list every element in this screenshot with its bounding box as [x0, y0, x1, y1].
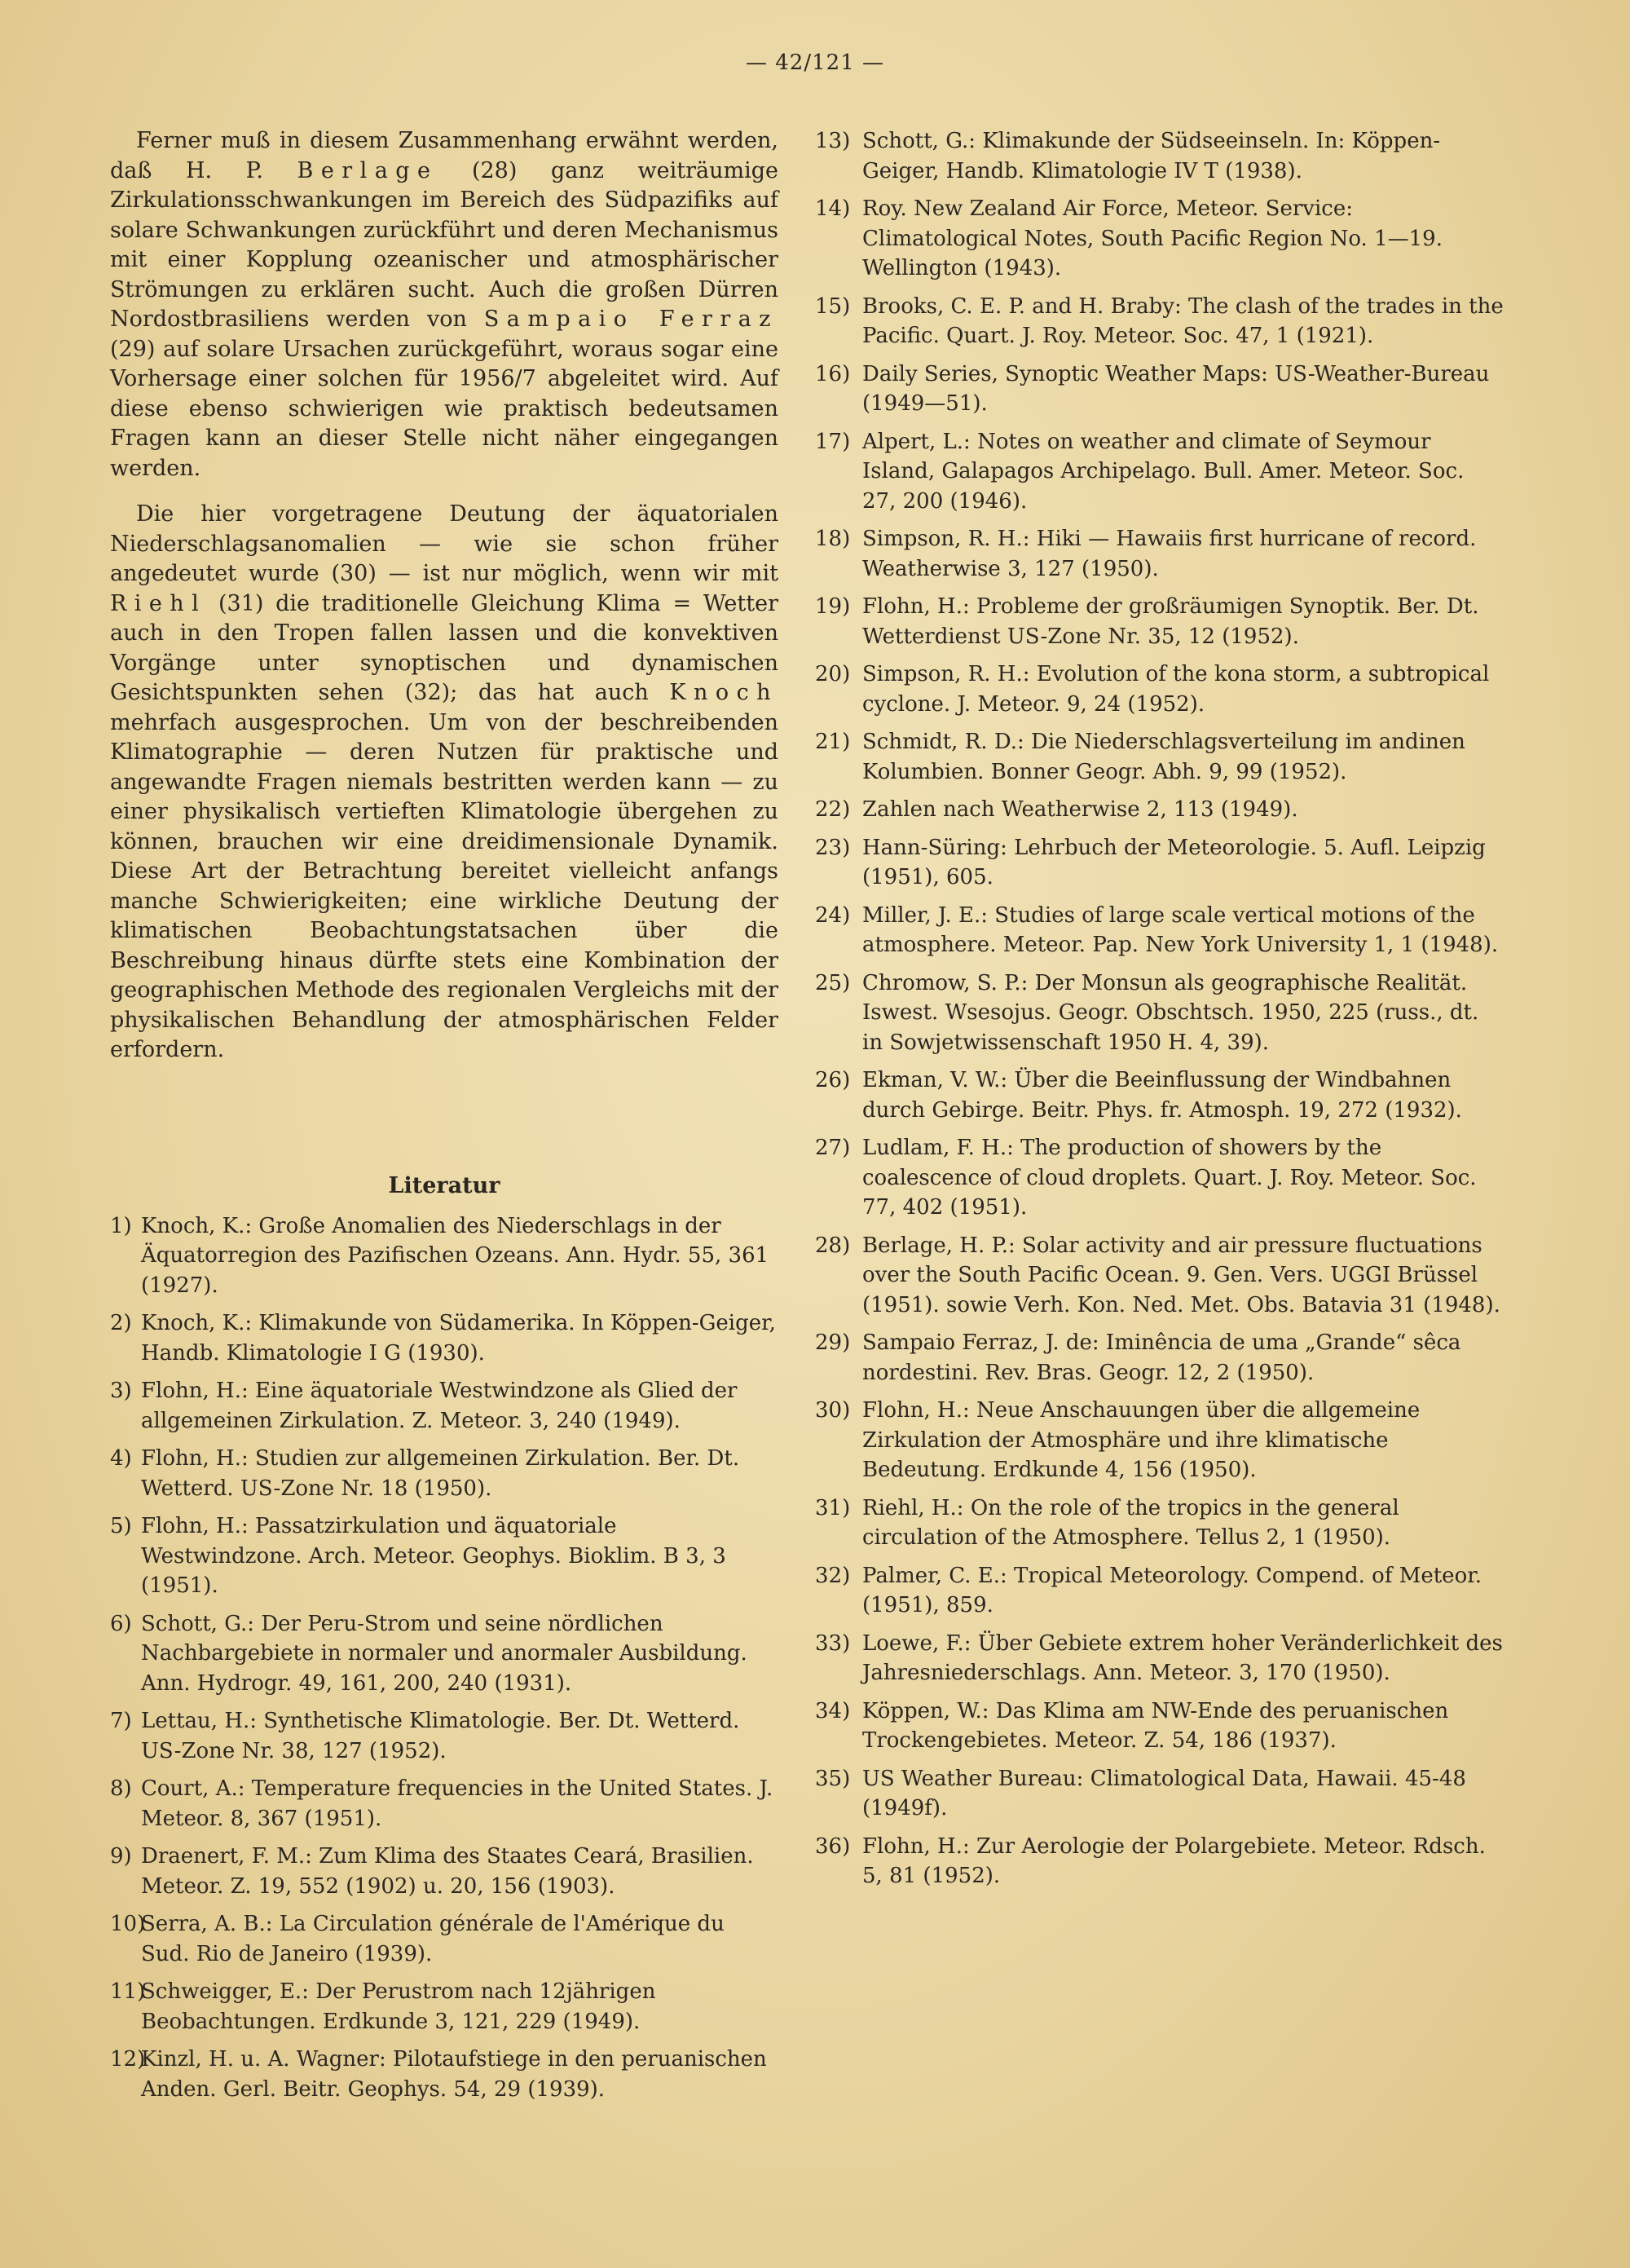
reference-text: Brooks, C. E. P. and H. Braby: The clash of the trades in the Pacific. Quart. J. Roy. Meteor. Soc. 47, 1 (1921). — [862, 293, 1504, 348]
reference-number: 34) — [815, 1698, 851, 1723]
reference-item — [815, 1561, 1504, 1621]
text-run: Die hier vorgetragene Deutung der äquatorialen Niederschlagsanomalien — wie sie schon früher angedeutet wurde (30) — ist nur möglich, wenn wir mit — [110, 501, 778, 586]
reference-text: Court, A.: Temperature frequencies in the United States. J. Meteor. 8, 367 (1951). — [141, 1776, 773, 1831]
reference-number: 25) — [815, 970, 851, 995]
literature-heading: Literatur — [388, 1172, 500, 1198]
reference-text: Miller, J. E.: Studies of large scale vertical motions of the atmosphere. Meteor. Pap. New York University 1, 1 (1948). — [862, 902, 1499, 957]
reference-number: 28) — [815, 1233, 851, 1258]
page-number: — 42/121 — — [746, 51, 884, 75]
reference-text: Schweigger, E.: Der Perustrom nach 12jährigen Beobachtungen. Erdkunde 3, 121, 229 (1949). — [141, 1979, 656, 2034]
reference-text: Köppen, W.: Das Klima am NW-Ende des peruanischen Trockengebietes. Meteor. Z. 54, 186 (1937). — [862, 1698, 1449, 1753]
reference-number: 8) — [110, 1776, 132, 1801]
reference-item — [815, 1066, 1504, 1125]
reference-number: 15) — [815, 293, 851, 319]
reference-text: Knoch, K.: Große Anomalien des Niederschlags in der Äquatorregion des Pazifischen Ozeans. Ann. Hydr. 55, 361 (1927). — [141, 1213, 769, 1298]
reference-number: 13) — [815, 129, 851, 153]
reference-item — [815, 1832, 1504, 1891]
reference-number: 4) — [110, 1446, 132, 1471]
reference-text: Schmidt, R. D.: Die Niederschlagsverteilung im andinen Kolumbien. Bonner Geogr. Abh. 9, 99 (1952). — [862, 730, 1465, 784]
reference-number: 26) — [815, 1068, 851, 1092]
reference-text: Flohn, H.: Neue Anschauungen über die allgemeine Zirkulation der Atmosphäre und ihre klimatische Bedeutung. Erdkunde 4, 156 (1950). — [862, 1398, 1421, 1482]
reference-list-right — [815, 126, 1504, 1891]
reference-text: Draenert, F. M.: Zum Klima des Staates Ceará, Brasilien. Meteor. Z. 19, 552 (1902) u. 20, 156 (1903). — [141, 1844, 754, 1899]
reference-item — [815, 1396, 1504, 1485]
reference-item — [815, 1629, 1504, 1688]
reference-item — [110, 1609, 778, 1699]
reference-number: 5) — [110, 1514, 132, 1538]
reference-text: US Weather Bureau: Climatological Data, Hawaii. 45-48 (1949f). — [862, 1766, 1466, 1820]
reference-text: Palmer, C. E.: Tropical Meteorology. Compend. of Meteor. (1951), 859. — [862, 1563, 1482, 1617]
reference-number: 27) — [815, 1136, 851, 1160]
reference-number: 18) — [815, 527, 851, 551]
spaced-name: Riehl — [110, 590, 207, 616]
reference-item — [815, 833, 1504, 893]
reference-text: Ekman, V. W.: Über die Beeinflussung der Windbahnen durch Gebirge. Beitr. Phys. fr. Atmosph. 19, 272 (1932). — [862, 1068, 1462, 1123]
reference-text: Flohn, H.: Passatzirkulation und äquatoriale Westwindzone. Arch. Meteor. Geophys. Bioklim. B 3, 3 (1951). — [141, 1514, 726, 1598]
reference-text: Alpert, L.: Notes on weather and climate of Seymour Island, Galapagos Archipelago. Bull. Amer. Meteor. Soc. 27, 200 (1946). — [862, 429, 1465, 514]
reference-item — [815, 727, 1504, 787]
reference-item — [110, 1842, 778, 1901]
reference-text: Daily Series, Synoptic Weather Maps: US-Weather-Bureau (1949—51). — [862, 361, 1490, 416]
reference-text: Lettau, H.: Synthetische Klimatologie. Ber. Dt. Wetterd. US-Zone Nr. 38, 127 (1952). — [141, 1709, 740, 1763]
intro-paragraph-1 — [110, 126, 778, 483]
reference-item — [815, 1231, 1504, 1321]
reference-text: Serra, A. B.: La Circulation générale de l'Amérique du Sud. Rio de Janeiro (1939). — [141, 1912, 725, 1966]
reference-item — [110, 1909, 778, 1969]
reference-number: 12) — [110, 2047, 146, 2072]
reference-number: 29) — [815, 1330, 851, 1355]
text-run: mehrfach ausgesprochen. Um von der beschreibenden Klimatographie — deren Nutzen für praktische und angewandte Fragen niemals bestritten werden kann — zu einer physikalisch vertieften Klimatologie übergehen zu können, brauchen wir eine dreidimensionale Dynamik. Diese Art der Betrachtung bereitet vielleicht anfangs manche Schwierigkeiten; eine wirkliche Deutung der klimatischen Beobachtungstatsachen über die Beschreibung hinaus dürfte stets eine Kombination der geographischen Methode des regionalen Vergleichs mit der physikalischen Behandlung der atmosphärischen Felder erfordern. — [110, 709, 778, 1062]
reference-text: Flohn, H.: Eine äquatoriale Westwindzone als Glied der allgemeinen Zirkulation. Z. Meteor. 3, 240 (1949). — [141, 1379, 738, 1433]
reference-text: Zahlen nach Weatherwise 2, 113 (1949). — [862, 797, 1298, 822]
spaced-name: Knoch — [669, 680, 778, 705]
text-run: (28) ganz weiträumige Zirkulationsschwankungen im Bereich des Südpazifiks auf solare Schwankungen zurückführt und deren Mechanismus mit einer Kopplung ozeanischer und atmosphärischer Strömungen zu erklären sucht. Auch die großen Dürren Nordostbrasiliens werden von — [110, 157, 778, 332]
reference-number: 35) — [815, 1766, 851, 1791]
reference-item — [110, 1376, 778, 1436]
reference-item — [110, 2045, 778, 2104]
reference-number: 1) — [110, 1213, 132, 1238]
reference-text: Simpson, R. H.: Hiki — Hawaiis first hurricane of record. Weatherwise 3, 127 (1950). — [862, 527, 1477, 581]
reference-text: Schott, G.: Der Peru-Strom und seine nördlichen Nachbargebiete in normaler und anormaler Ausbildung. Ann. Hydrogr. 49, 161, 200, 240 (1931). — [141, 1611, 747, 1696]
reference-item — [110, 1977, 778, 2036]
spaced-name: Berlage — [297, 157, 438, 183]
reference-item — [815, 660, 1504, 719]
reference-number: 33) — [815, 1630, 851, 1656]
reference-number: 31) — [815, 1495, 851, 1520]
reference-text: Knoch, K.: Klimakunde von Südamerika. In Köppen-Geiger, Handb. Klimatologie I G (1930). — [141, 1311, 776, 1366]
reference-number: 7) — [110, 1709, 132, 1733]
reference-text: Kinzl, H. u. A. Wagner: Pilotaufstiege in den peruanischen Anden. Gerl. Beitr. Geophys. 54, 29 (1939). — [141, 2047, 767, 2102]
reference-number: 17) — [815, 429, 851, 454]
reference-item — [815, 901, 1504, 960]
reference-item — [815, 360, 1504, 419]
reference-item — [110, 1444, 778, 1503]
reference-text: Roy. New Zealand Air Force, Meteor. Service: Climatological Notes, South Pacific Region No. 1—19. Wellington (1943). — [862, 196, 1443, 280]
reference-number: 32) — [815, 1563, 851, 1588]
reference-number: 9) — [110, 1844, 132, 1869]
reference-number: 24) — [815, 902, 851, 928]
reference-item — [815, 126, 1504, 186]
right-column — [815, 126, 1504, 1900]
reference-number: 23) — [815, 835, 851, 860]
reference-number: 6) — [110, 1611, 132, 1636]
text-run: Ferner muß in diesem Zusammenhang erwähnt werden, daß H. P. — [110, 128, 778, 183]
reference-text: Schott, G.: Klimakunde der Südseeinseln. In: Köppen-Geiger, Handb. Klimatologie IV T (1938). — [862, 129, 1441, 183]
reference-item — [815, 969, 1504, 1058]
reference-text: Ludlam, F. H.: The production of showers by the coalescence of cloud droplets. Quart. J. Roy. Meteor. Soc. 77, 402 (1951). — [862, 1136, 1477, 1220]
reference-text: Simpson, R. H.: Evolution of the kona storm, a subtropical cyclone. J. Meteor. 9, 24 (1952). — [862, 662, 1490, 717]
intro-paragraph-2 — [110, 500, 778, 1066]
spaced-name: Sampaio Ferraz — [483, 307, 778, 332]
reference-item — [815, 1764, 1504, 1824]
text-run: (31) die traditionelle Gleichung Klima = Wetter auch in den Tropen fallen lassen und die konvektiven Vorgänge unter synoptischen und dynamischen Gesichtspunkten sehen (32); das hat auch — [110, 590, 778, 705]
reference-item — [110, 1706, 778, 1766]
reference-item — [815, 592, 1504, 651]
reference-item — [815, 524, 1504, 584]
reference-text: Flohn, H.: Probleme der großräumigen Synoptik. Ber. Dt. Wetterdienst US-Zone Nr. 35, 12 (1952). — [862, 594, 1479, 649]
reference-item — [110, 1511, 778, 1601]
text-run: (29) auf solare Ursachen zurückgeführt, woraus sogar eine Vorhersage einer solchen für 1956/7 abgeleitet wird. Auf diese ebenso schwierigen wie praktisch bedeutsamen Fragen kann an dieser Stelle nicht näher eingegangen werden. — [110, 336, 778, 481]
reference-item — [815, 292, 1504, 351]
reference-number: 11) — [110, 1979, 146, 2004]
reference-text: Flohn, H.: Studien zur allgemeinen Zirkulation. Ber. Dt. Wetterd. US-Zone Nr. 18 (1950). — [141, 1446, 740, 1501]
reference-item — [110, 1774, 778, 1833]
reference-text: Riehl, H.: On the role of the tropics in the general circulation of the Atmosphere. Tellus 2, 1 (1950). — [862, 1495, 1399, 1550]
reference-text: Berlage, H. P.: Solar activity and air pressure fluctuations over the South Pacific Ocean. 9. Gen. Vers. UGGI Brüssel (1951). sowie Verh. Kon. Ned. Met. Obs. Batavia 31 (1948). — [862, 1233, 1500, 1317]
reference-list-left — [110, 1211, 778, 2105]
reference-number: 3) — [110, 1379, 132, 1403]
reference-number: 21) — [815, 730, 851, 754]
reference-text: Loewe, F.: Über Gebiete extrem hoher Veränderlichkeit des Jahresniederschlags. Ann. Meteor. 3, 170 (1950). — [862, 1630, 1503, 1685]
reference-item — [815, 1494, 1504, 1553]
reference-item — [815, 1697, 1504, 1756]
reference-item — [815, 1133, 1504, 1223]
reference-item — [815, 795, 1504, 825]
reference-number: 36) — [815, 1833, 851, 1859]
reference-text: Sampaio Ferraz, J. de: Iminência de uma „Grande“ sêca nordestini. Rev. Bras. Geogr. 12, 2 (1950). — [862, 1330, 1461, 1385]
reference-text: Flohn, H.: Zur Aerologie der Polargebiete. Meteor. Rdsch. 5, 81 (1952). — [862, 1833, 1486, 1888]
reference-number: 10) — [110, 1912, 146, 1936]
reference-number: 30) — [815, 1398, 851, 1423]
reference-item — [815, 1328, 1504, 1388]
reference-number: 19) — [815, 594, 851, 619]
reference-text: Chromow, S. P.: Der Monsun als geographische Realität. Iswest. Wsesojus. Geogr. Obschtsch. 1950, 225 (russ., dt. in Sowjetwissenschaft 1950 H. 4, 39). — [862, 970, 1479, 1055]
reference-item — [815, 427, 1504, 517]
reference-number: 22) — [815, 797, 851, 822]
reference-number: 16) — [815, 361, 851, 386]
reference-number: 2) — [110, 1311, 132, 1335]
reference-text: Hann-Süring: Lehrbuch der Meteorologie. 5. Aufl. Leipzig (1951), 605. — [862, 835, 1486, 889]
left-column — [110, 126, 778, 2112]
reference-number: 20) — [815, 662, 851, 686]
reference-item — [110, 1308, 778, 1368]
reference-item — [110, 1211, 778, 1301]
reference-number: 14) — [815, 196, 851, 221]
reference-item — [815, 194, 1504, 284]
